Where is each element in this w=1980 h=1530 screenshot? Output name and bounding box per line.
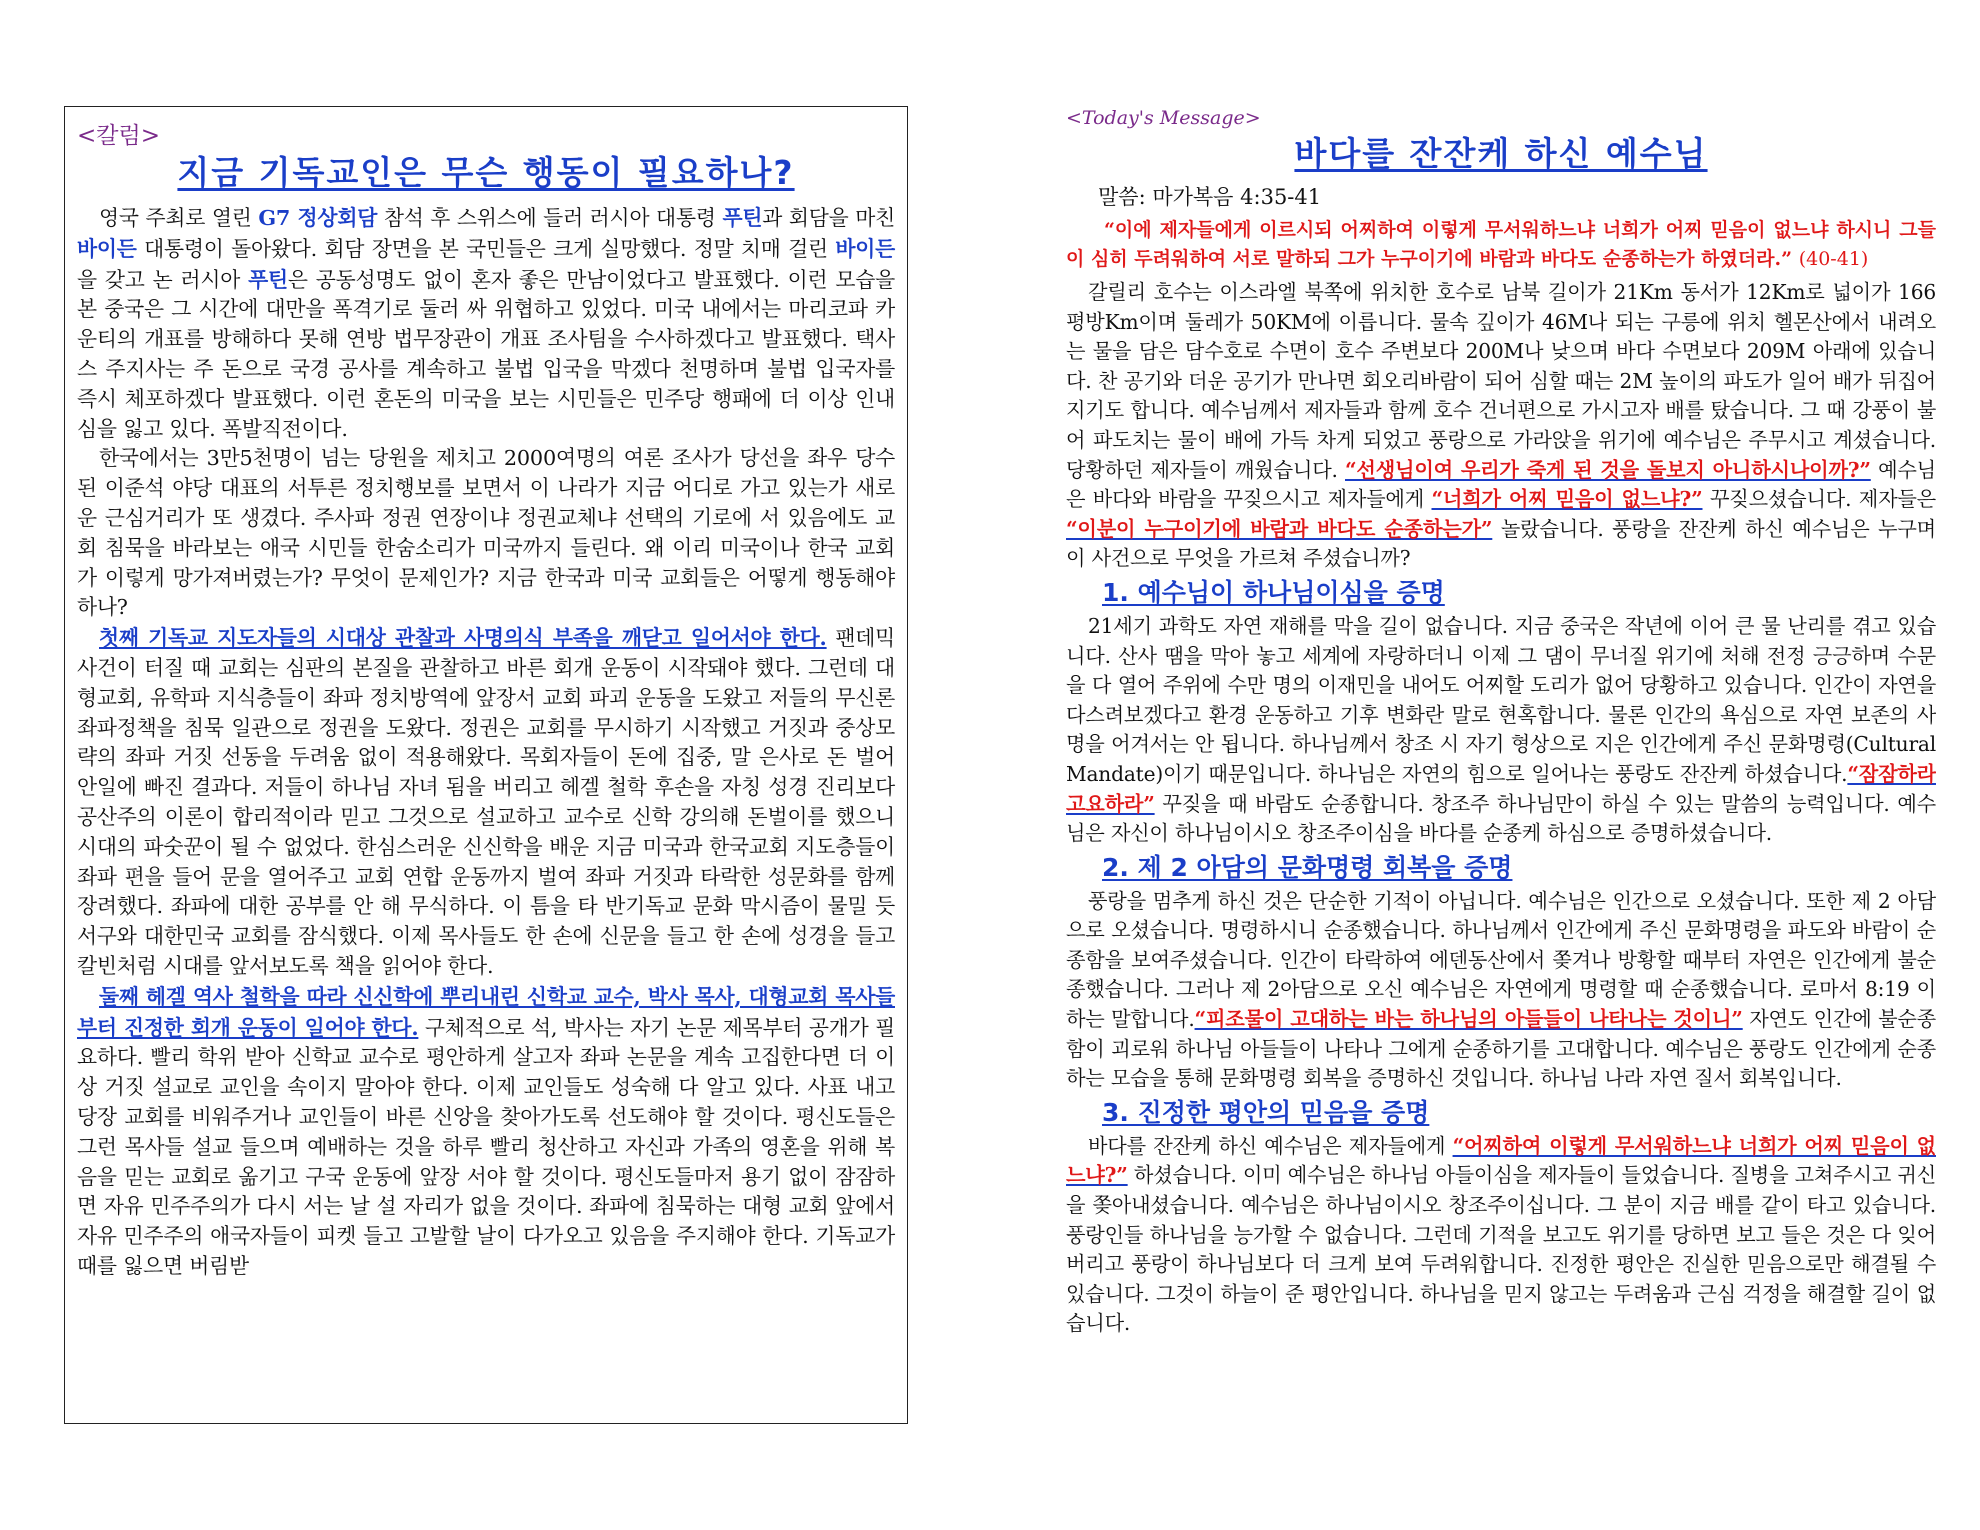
column-paragraph-3: [77, 623, 895, 982]
scripture-quote: [1066, 216, 1936, 274]
text-run: 과 회담을 마친: [762, 206, 895, 230]
point-two-heading: 둘째 헤겔 역사 철학을 따라 신신학에 뿌리내린 신학교 교수, 박사 목사, 대형교회 목사들부터 진정한 회개 운동이 일어야 한다.: [77, 983, 895, 1040]
column-title: 지금 기독교인은 무슨 행동이 필요하나?: [177, 153, 795, 192]
section-3-paragraph: [1066, 1132, 1936, 1339]
point-one-heading: 첫째 기독교 지도자들의 시대상 관찰과 사명의식 부족을 깨닫고 일어서야 한다.: [99, 625, 827, 651]
scripture-reference: 말씀: 마가복음 4:35-41: [1098, 185, 1322, 209]
text-run: 자연도 인간에 불순종함이 괴로워 하나님 아들들이 나타나 그에게 순종하기를 고대합니다. 예수님은 풍랑도 인간에게 순종하는 모습을 통해 문화명령 회복을 증명하신 것입니다. 하나님 나라 자연 질서 회복입니다.: [1066, 1007, 1936, 1091]
quote-disciples: “선생님이여 우리가 죽게 된 것을 돌보지 아니하시나이까?”: [1345, 457, 1871, 482]
message-title: 바다를 잔잔케 하신 예수님: [1294, 134, 1708, 173]
column-paragraph-2: 한국에서는 3만5천명이 넘는 당원을 제치고 2000여명의 여론 조사가 당선을 좌우 당수 된 이준석 야당 대표의 서투른 정치행보를 보면서 이 나라가 지금 어디로 가고 있는가 새로운 근심거리가 또 생겼다. 주사파 정권 연장이냐 정권교체냐 선택의 기로에 서 있음에도 교회 침묵을 바라보는 애국 시민들 한숨소리가 미국까지 들린다. 왜 이리 미국이나 한국 교회가 이렇게 망가져버렸는가? 무엇이 문제인가? 지금 한국과 미국 교회들은 어떻게 행동해야 하나?: [77, 446, 895, 620]
scripture-text: “이에 제자들에게 이르시되 어찌하여 이렇게 무서워하느냐 너희가 어찌 믿음이 없느냐 하시니 그들이 심히 두려워하여 서로 말하되 그가 누구이기에 바람과 바다도 순종하는가 하였더라.”: [1066, 219, 1936, 270]
text-run: 갈릴리 호수는 이스라엘 북쪽에 위치한 호수로 남북 길이가 21Km 동서가 12Km로 넓이가 166평방Km이며 둘레가 50KM에 이릅니다. 물속 깊이가 46M나 되는 구릉에 위치 헬몬산에서 내려오는 물을 담은 담수호로 수면이 호수 주변보다 200M나 낮으며 바다 수면보다 209M 아래에 있습니다. 찬 공기와 더운 공기가 만나면 회오리바람이 되어 심할 때는 2M 높이의 파도가 일어 배가 뒤집어지기도 합니다. 예수님께서 제자들과 함께 호수 건너편으로 가시고자 배를 탔습니다. 그 때 강풍이 불어 파도치는 물이 배에 가득 차게 되었고 풍랑으로 가라앉을 위기에 예수님은 주무시고 계셨습니다. 당황하던 제자들이 깨웠습니다.: [1066, 280, 1936, 482]
text-run: 꾸짖으셨습니다. 제자들은: [1702, 487, 1936, 512]
quote-jesus: “너희가 어찌 믿음이 없느냐?”: [1431, 487, 1703, 512]
quote-peace-be-still: “잠잠하라 고요하라”: [1066, 761, 1936, 816]
message-tag: <Today's Message>: [1066, 107, 1261, 129]
section-1-paragraph: [1066, 612, 1936, 849]
todays-message-column: [1066, 106, 1936, 1446]
intro-paragraph: [1066, 278, 1936, 574]
text-run: 영국 주최로 열린: [99, 206, 259, 230]
section-2-paragraph: [1066, 887, 1936, 1094]
quote-amazed: “이분이 누구이기에 바람과 바다도 순종하는가”: [1066, 516, 1493, 541]
scripture-verse: (40-41): [1798, 248, 1869, 270]
highlight-putin: 푸틴: [722, 205, 763, 230]
column-paragraph-1: [77, 203, 895, 444]
text-run: 하셨습니다. 이미 예수님은 하나님 아들이심을 제자들이 들었습니다. 질병을 고쳐주시고 귀신을 쫒아내셨습니다. 예수님은 하나님이시오 창조주이십니다. 그 분이 지금 배를 같이 타고 있습니다. 풍랑인들 하나님을 능가할 수 없습니다. 그런데 기적을 보고도 위기를 당하면 보고 들은 것은 다 잊어버리고 풍랑이 하나님보다 더 크게 보여 두려워합니다. 진정한 평안은 진실한 믿음으로만 해결될 수 있습니다. 그것이 하늘이 준 평안입니다. 하나님을 믿지 않고는 두려움과 근심 걱정을 해결할 길이 없습니다.: [1066, 1163, 1936, 1336]
quote-romans: “피조물이 고대하는 바는 하나님의 아들들이 나타나는 것이니”: [1194, 1007, 1743, 1032]
text-run: 참석 후 스위스에 들러 러시아 대통령: [377, 206, 723, 230]
text-run: 을 갖고 논 러시아: [77, 267, 249, 292]
text-run: 팬데믹 사건이 터질 때 교회는 심판의 본질을 관찰하고 바른 회개 운동이 시작돼야 했다. 그런데 대형교회, 유학파 지식층들이 좌파 정치방역에 앞장서 교회 파괴 운동을 도왔고 저들의 무신론 좌파정책을 침묵 일관으로 정권을 도왔다. 정권은 교회를 무시하기 시작했고 거짓과 중상모략의 좌파 거짓 선동을 두려움 없이 적용해왔다. 목회자들이 돈에 집중, 말 은사로 돈 벌어 안일에 빠진 결과다. 저들이 하나님 자녀 됨을 버리고 헤겔 철학 후손을 자칭 성경 진리보다 공산주의 이론이 합리적이라 믿고 그것으로 설교하고 교수로 신학 강의해 돈벌이를 했으니 시대의 파숫꾼이 될 수 없었다. 한심스러운 신신학을 배운 지금 미국과 한국교회 지도층들이 좌파 편을 들어 문을 열어주고 교회 연합 운동까지 벌여 좌파 거짓과 타락한 성문화를 함께 장려했다. 좌파에 대한 공부를 안 해 무식하다. 이 틈을 타 반기독교 문화 막시즘이 물밀 듯 서구와 대한민국 교회를 잠식했다. 이제 목사들도 한 손에 신문을 들고 한 손에 성경을 들고 칼빈처럼 시대를 앞서보도록 책을 읽어야 한다.: [77, 626, 895, 978]
highlight-biden: 바이든: [835, 235, 895, 261]
text-run: 바다를 잔잔케 하신 예수님은 제자들에게: [1088, 1133, 1453, 1158]
highlight-biden: 바이든: [77, 235, 137, 261]
section-2-heading: 2. 제 2 아담의 문화명령 회복을 증명: [1102, 852, 1513, 882]
text-run: 풍랑을 멈추게 하신 것은 단순한 기적이 아닙니다. 예수님은 인간으로 오셨습니다. 또한 제 2 아담으로 오셨습니다. 명령하시니 순종했습니다. 하나님께서 인간에게 주신 문화명령을 파도와 바람이 순종함을 보여주셨습니다. 인간이 타락하여 에덴동산에서 쫒겨나 방황할 때부터 자연은 인간에게 불순종했습니다. 그러나 제 2아담으로 오신 예수님은 자연에게 명령할 때 순종했습니다. 로마서 8:19 이하는 말합니다.: [1066, 888, 1936, 1032]
section-3-heading: 3. 진정한 평안의 믿음을 증명: [1102, 1097, 1430, 1127]
section-1-heading: 1. 예수님이 하나님이심을 증명: [1102, 577, 1445, 607]
text-run: 구체적으로 석, 박사는 자기 논문 제목부터 공개가 필요하다. 빨리 학위 받아 신학교 교수로 평안하게 살고자 좌파 논문을 계속 고집한다면 더 이상 거짓 설교로 교인을 속이지 말아야 한다. 이제 교인들도 성숙해 다 알고 있다. 사표 내고 당장 교회를 비워주거나 교인들이 바른 신앙을 찾아가도록 선도해야 할 것이다. 평신도들은 그런 목사들 설교 들으며 예배하는 것을 하루 빨리 청산하고 자신과 가족의 영혼을 위해 복음을 믿는 교회로 옮기고 구국 운동에 앞장 서야 할 것이다. 평신도들마저 용기 없이 잠잠하면 자유 민주주의가 다시 서는 날 설 자리가 없을 것이다. 좌파에 침묵하는 대형 교회 앞에서 자유 민주주의 애국자들이 피켓 들고 고발할 날이 다가오고 있음을 주지해야 한다. 기독교가 때를 잃으면 버림받: [77, 1015, 895, 1278]
text-run: 놀랐습니다. 풍랑을 잔잔케 하신 예수님은 누구며 이 사건으로 무엇을 가르쳐 주셨습니까?: [1066, 516, 1936, 571]
highlight-g7: G7 정상회담: [258, 205, 378, 230]
column-paragraph-4: [77, 982, 895, 1282]
quote-why-afraid: “어찌하여 이렇게 무서워하느냐 너희가 어찌 믿음이 없느냐?”: [1066, 1133, 1936, 1188]
highlight-putin: 푸틴: [248, 266, 288, 292]
text-run: 예수님은 바다와 바람을 꾸짖으시고 제자들에게: [1066, 457, 1936, 512]
column-tag: <칼럼>: [77, 123, 160, 149]
text-run: 21세기 과학도 자연 재해를 막을 길이 없습니다. 지금 중국은 작년에 이어 큰 물 난리를 겪고 있습니다. 산사 땜을 막아 놓고 세계에 자랑하더니 이제 그 댐이 무너질 위기에 처해 전정 긍긍하며 수문을 다 열어 주위에 수만 명의 이재민을 내어도 어찌할 도리가 없어 당황하고 있습니다. 인간이 자연을 다스려보겠다고 환경 운동하고 기후 변화란 말로 현혹합니다. 물론 인간의 욕심으로 자연 보존의 사명을 어겨서는 안 됩니다. 하나님께서 창조 시 자기 형상으로 지은 인간에게 주신 문화명령(Cultural Mandate)이기 때문입니다. 하나님은 자연의 힘으로 일어나는 풍랑도 잔잔케 하셨습니다.: [1066, 613, 1936, 786]
text-run: 꾸짖을 때 바람도 순종합니다. 창조주 하나님만이 하실 수 있는 말씀의 능력입니다. 예수님은 자신이 하나님이시오 창조주이심을 바다를 순종케 하심으로 증명하셨습니다.: [1066, 791, 1936, 846]
text-run: 은 공동성명도 없이 혼자 좋은 만남이었다고 발표했다. 이런 모습을 본 중국은 그 시간에 대만을 폭격기로 둘러 싸 위협하고 있었다. 미국 내에서는 마리코파 카운티의 개표를 방해하다 못해 연방 법무장관이 개표 조사팀을 수사하겠다고 발표했다. 택사스 주지사는 주 돈으로 국경 공사를 계속하고 불법 입국을 막겠다 천명하며 불법 입국자를 즉시 체포하겠다 발표했다. 이런 혼돈의 미국을 보는 시민들은 민주당 행패에 더 이상 인내심을 잃고 있다. 폭발직전이다.: [77, 267, 896, 441]
column-article-box: [64, 106, 908, 1424]
text-run: 대통령이 돌아왔다. 회담 장면을 본 국민들은 크게 실망했다. 정말 치매 걸린: [136, 236, 836, 261]
